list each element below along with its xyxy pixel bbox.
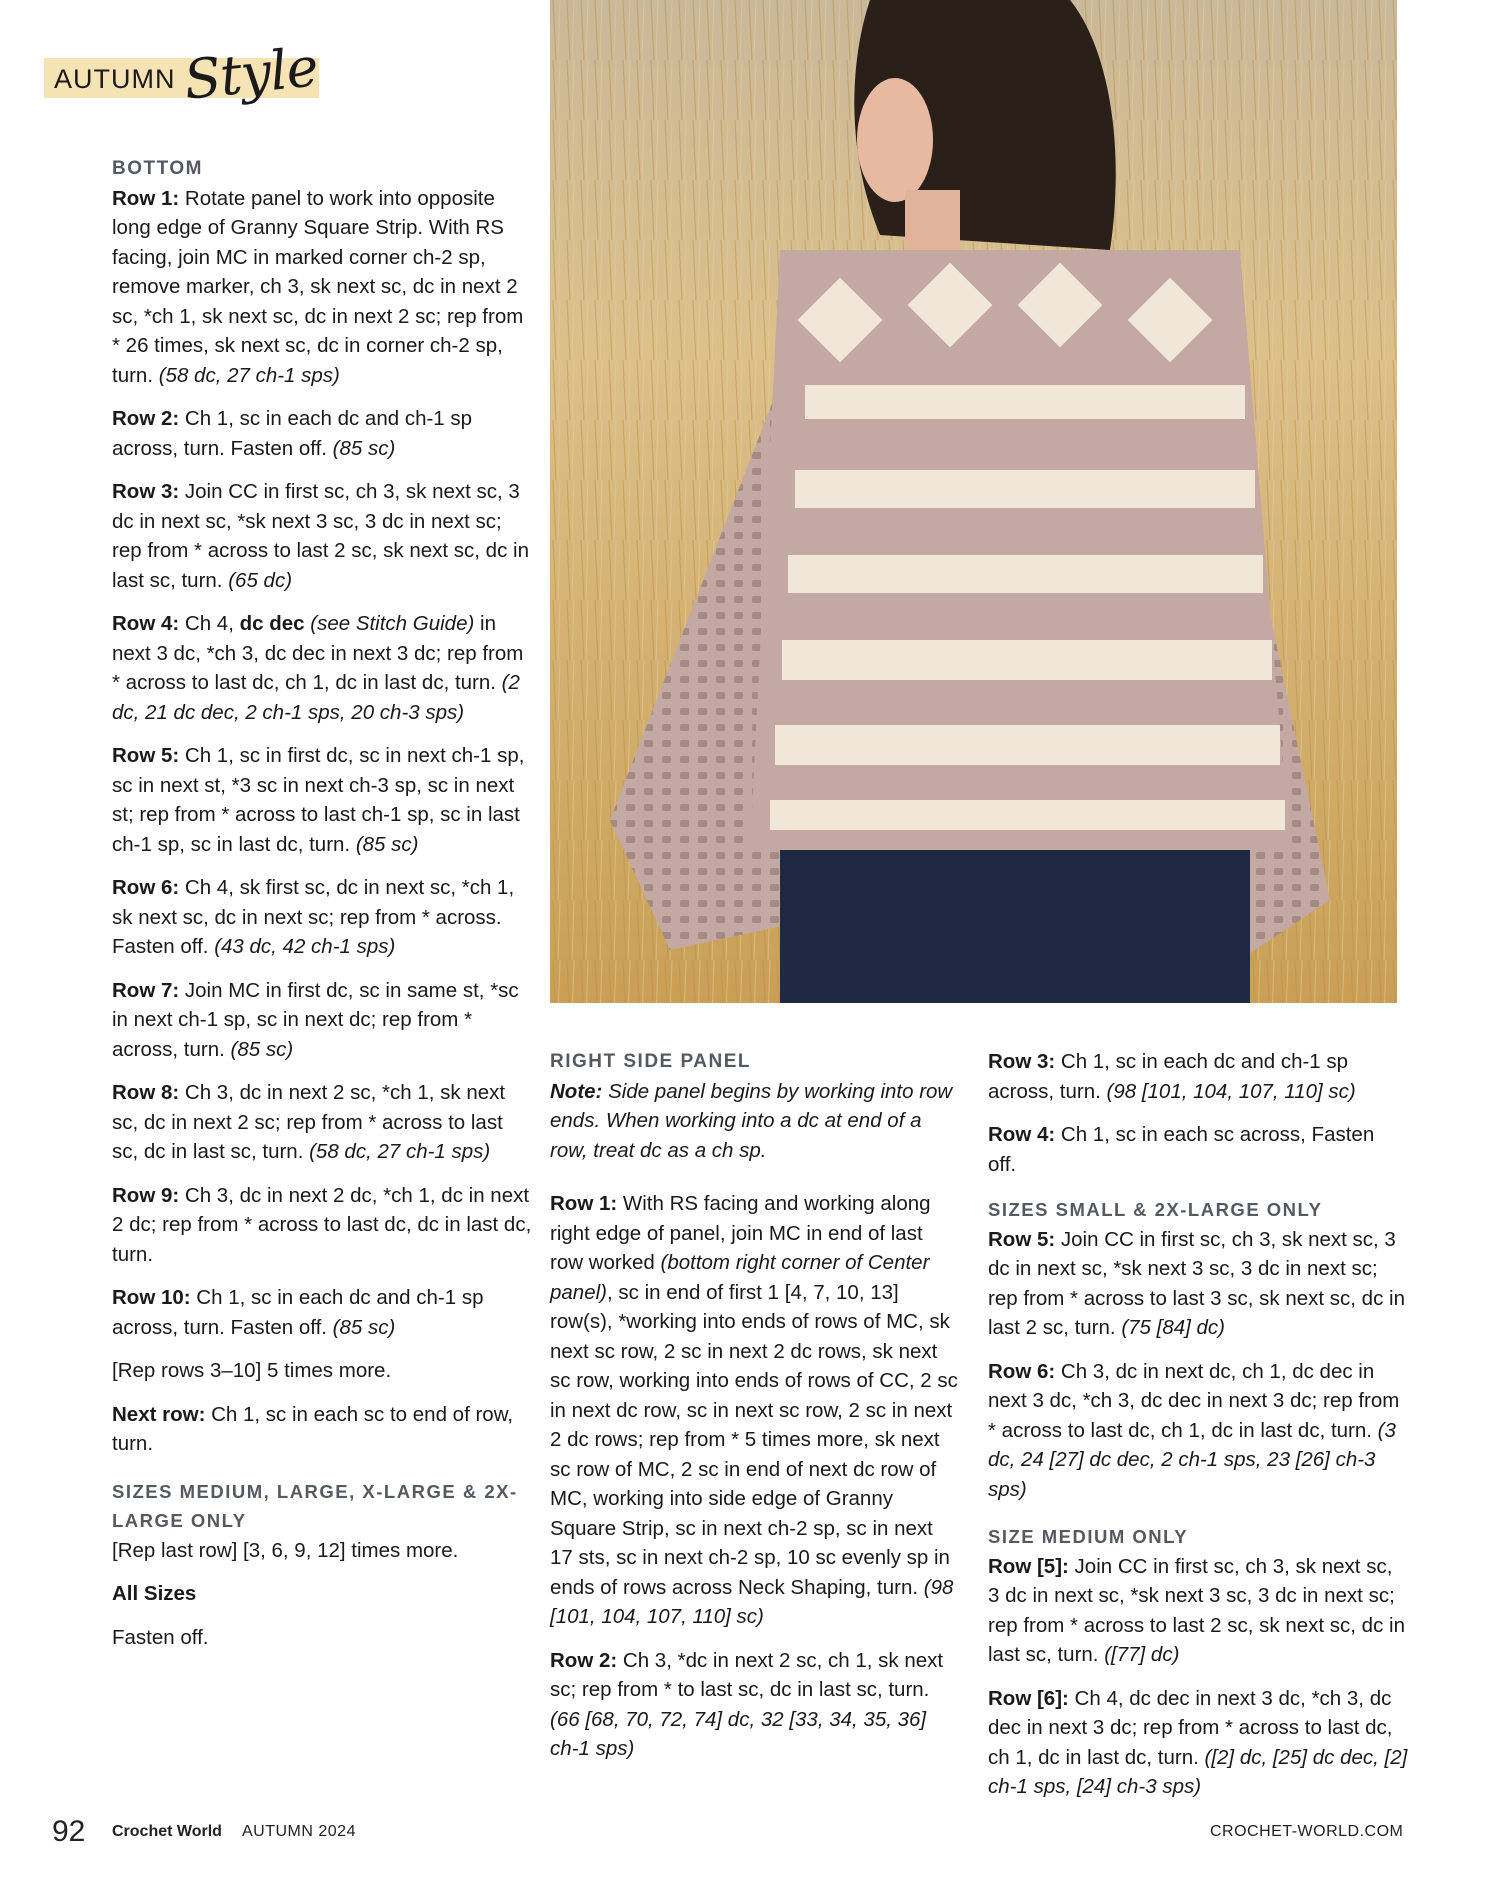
row-m5: Row [5]: Join CC in first sc, ch 3, sk next sc, 3 dc in next sc, *sk next 3 sc, 3 dc in next sc; rep from * across to last 2 sc, sk next sc, dc in last sc, turn. ([77] dc) [988,1554,1405,1666]
next-row: Next row: Ch 1, sc in each sc to end of row, turn. [112,1402,514,1455]
column-bottom [112,154,532,1666]
row-4: Row 4: Ch 4, dc dec (see Stitch Guide) in next 3 dc, *ch 3, dc dec in next 3 dc; rep from * across to last dc, ch 1, dc in last dc, turn. (2 dc, 21 dc dec, 2 ch-1 sps, 20 ch-3 sps) [112,612,524,724]
section-heading-right-side-panel: RIGHT SIDE PANEL [550,1051,751,1072]
section-logo [44,35,324,112]
row-5: Row 5: Ch 1, sc in first dc, sc in next ch-1 sp, sc in next st, *3 sc in next ch-3 sp, sc in next st; rep from * across to last ch-1 sp, sc in last ch-1 sp, sc in last dc, turn. (85 sc) [112,744,525,856]
note: Note: Side panel begins by working into row ends. When working into a dc at end of a row, treat dc as a ch sp. [550,1079,953,1162]
row-5: Row 5: Join CC in first sc, ch 3, sk next sc, 3 dc in next sc, *sk next 3 sc, 3 dc in next sc; rep from * across to last 3 sc, sk next sc, dc in last 2 sc, turn. (75 [84] dc) [988,1227,1405,1339]
logo-script: Style [181,35,321,112]
row-1: Row 1: With RS facing and working along right edge of panel, join MC in end of last row worked (bottom right corner of Center panel), sc in end of first 1 [4, 7, 10, 13] row(s), *working into ends of rows of MC, sk next sc row, 2 sc in next 2 dc rows, sk next sc row, working into ends of rows of CC, 2 sc in next dc row, sc in next sc row, 2 sc in next 2 dc rows; rep from * 5 times more, sk next sc row of MC, 2 sc in end of next dc row of MC, working into side edge of Granny Square Strip, sc in next ch-2 sp, sc in next 17 sts, sc in next ch-2 sp, 10 sc evenly sp in ends of rows across Neck Shaping, turn. (98 [101, 104, 107, 110] sc) [550,1192,958,1628]
row-m6: Row [6]: Ch 4, dc dec in next 3 dc, *ch 3, dc dec in next 3 dc; rep from * across to last dc, ch 1, dc in last dc, turn. ([2] dc, [25] dc dec, [2] ch-1 sps, [24] ch-3 sps) [988,1686,1408,1798]
column-right-side-panel [550,1047,960,1778]
row-4: Row 4: Ch 1, sc in each sc across, Fasten off. [988,1123,1375,1176]
row-9: Row 9: Ch 3, dc in next 2 dc, *ch 1, dc in next 2 dc; rep from * across to last dc, dc in last dc, turn. [112,1183,532,1266]
section-heading-bottom: BOTTOM [112,158,203,179]
row-3: Row 3: Join CC in first sc, ch 3, sk next sc, 3 dc in next sc, *sk next 3 sc, 3 dc in next sc; rep from * across to last 2 sc, sk next sc, dc in last sc, turn. (65 dc) [112,480,529,592]
rep-note: [Rep rows 3–10] 5 times more. [112,1359,392,1382]
row-1: Row 1: Rotate panel to work into opposite long edge of Granny Square Strip. With RS facing, join MC in marked corner ch-2 sp, remove marker, ch 3, sk next sc, dc in next 2 sc, *ch 1, sk next sc, dc in next 2 sc; rep from * 26 times, sk next sc, dc in corner ch-2 sp, turn. (58 dc, 27 ch-1 sps) [112,186,524,387]
sizes-text: [Rep last row] [3, 6, 9, 12] times more. [112,1538,459,1562]
issue: AUTUMN 2024 [242,1823,356,1840]
size-medium-heading: SIZE MEDIUM ONLY [988,1526,1189,1547]
column-continued [988,1047,1408,1816]
logo-word: AUTUMN [54,64,176,94]
row-2: Row 2: Ch 1, sc in each dc and ch-1 sp across, turn. Fasten off. (85 sc) [112,407,473,460]
all-sizes: All Sizes [112,1582,197,1605]
page-number: 92 [52,1815,86,1848]
row-3: Row 3: Ch 1, sc in each dc and ch-1 sp across, turn. (98 [101, 104, 107, 110] sc) [988,1050,1356,1103]
row-6: Row 6: Ch 4, sk first sc, dc in next sc, *ch 1, sk next sc, dc in next sc; rep from * across. Fasten off. (43 dc, 42 ch-1 sps) [112,876,515,958]
sweater-photo [550,0,1397,1003]
row-2: Row 2: Ch 3, *dc in next 2 sc, ch 1, sk next sc; rep from * to last sc, dc in last sc, turn. (66 [68, 70, 72, 74] dc, 32 [33, 34, 35, 36] ch-1 sps) [550,1648,944,1760]
sizes-small-heading: SIZES SMALL & 2X-LARGE ONLY [988,1199,1323,1220]
fasten-off: Fasten off. [112,1625,209,1649]
sizes-heading: SIZES MEDIUM, LARGE, X-LARGE & 2X-LARGE ONLY [112,1480,518,1531]
row-6: Row 6: Ch 3, dc in next dc, ch 1, dc dec in next 3 dc, *ch 3, dc dec in next 3 dc; rep from * across to last dc, ch 1, dc in last dc, turn. (3 dc, 24 [27] dc dec, 2 ch-1 sps, 23 [26] ch-3 sps) [988,1359,1400,1501]
website: CROCHET-WORLD.COM [1210,1823,1404,1840]
row-10: Row 10: Ch 1, sc in each dc and ch-1 sp across, turn. Fasten off. (85 sc) [112,1286,484,1339]
row-7: Row 7: Join MC in first dc, sc in same st, *sc in next ch-1 sp, sc in next dc; rep from * across, turn. (85 sc) [112,978,519,1061]
row-8: Row 8: Ch 3, dc in next 2 sc, *ch 1, sk next sc, dc in next 2 sc; rep from * across to last sc, dc in last sc, turn. (58 dc, 27 ch-1 sps) [112,1081,506,1163]
magazine-name: Crochet World [112,1823,222,1840]
